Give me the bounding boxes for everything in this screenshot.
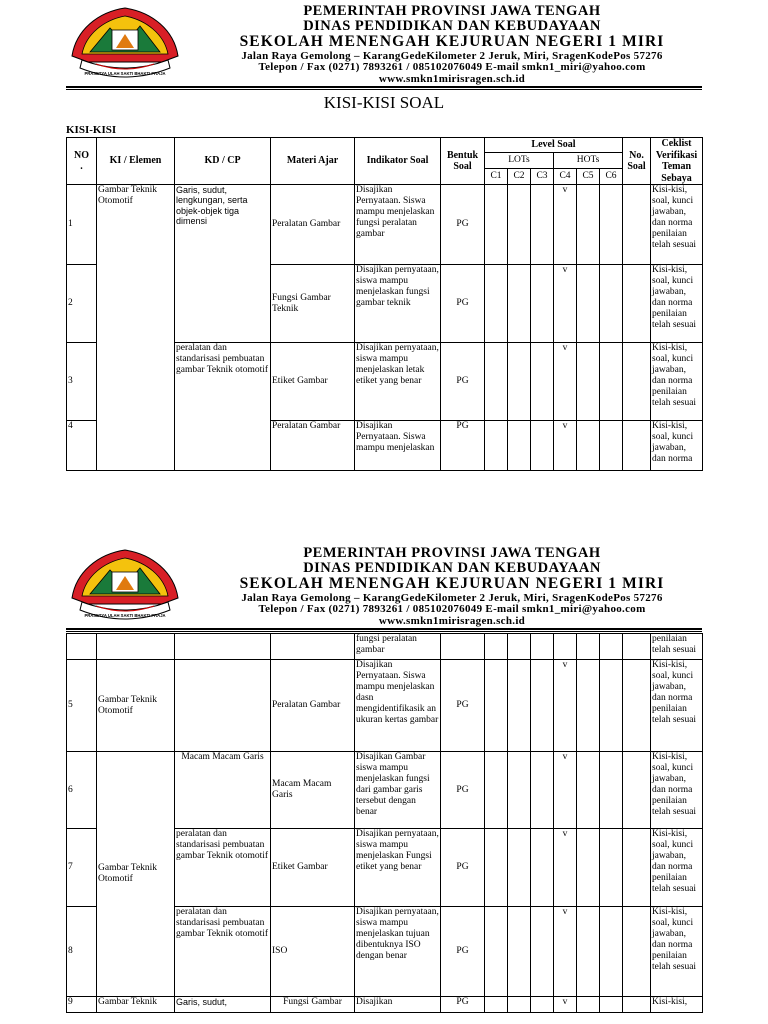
letterhead-website: www.smkn1mirisragen.sch.id (378, 614, 526, 627)
level-check-mark: v (554, 265, 577, 343)
col-ki: KI / Elemen (97, 138, 175, 185)
level-check-mark: v (554, 343, 577, 421)
indikator-cell: Disajikan pernyataan, siswa mampu menjelaskan fungsi gambar teknik (355, 265, 441, 343)
materi-cell (271, 634, 355, 660)
col-c6: C6 (600, 168, 623, 184)
row-number: 9 (67, 997, 97, 1013)
letterhead (66, 546, 702, 628)
indikator-cell: Disajikan Pernyataan. Siswa mampu menjelaskan fungsi peralatan gambar (355, 185, 441, 265)
letterhead-school-name: SEKOLAH MENENGAH KEJURUAN NEGERI 1 MIRI (239, 575, 665, 593)
page-title: KISI-KISI SOAL (323, 93, 445, 112)
bentuk-cell: PG (441, 421, 485, 471)
emblem-motto: PRASETYA ULAH SAKTI BHAKTI PRAJA (84, 613, 166, 618)
bentuk-cell: PG (441, 660, 485, 752)
province-emblem-icon (66, 4, 184, 84)
indikator-cell: Disajikan Pernyataan. Siswa mampu menjelaskan dasn mengidentifikasik an ukuran kertas gambar (355, 660, 441, 752)
letterhead-line-2: DINAS PENDIDIKAN DAN KEBUDAYAAN (303, 18, 601, 35)
indikator-cell: Disajikan Pernyataan. Siswa mampu menjelaskan (355, 421, 441, 471)
col-c1: C1 (485, 168, 508, 184)
kd-cell: Macam Macam Garis (175, 752, 271, 829)
col-c3: C3 (531, 168, 554, 184)
kd-cell: Garis, sudut, (175, 997, 271, 1013)
indikator-cell: fungsi peralatan gambar (355, 634, 441, 660)
col-kd: KD / CP (175, 138, 271, 185)
ceklist-cell: Kisi-kisi, soal, kunci jawaban, dan norma penilaian telah sesuai (651, 185, 703, 265)
document-page-2 (0, 540, 768, 1024)
bentuk-cell: PG (441, 265, 485, 343)
bentuk-cell (441, 634, 485, 660)
bentuk-cell: PG (441, 829, 485, 907)
letterhead-rule-thin (66, 89, 702, 90)
bentuk-cell: PG (441, 185, 485, 265)
col-c2: C2 (508, 168, 531, 184)
table-row (67, 752, 703, 829)
level-check-mark: v (554, 752, 577, 829)
level-check-mark: v (554, 421, 577, 471)
col-bentuk: Bentuk Soal (441, 138, 485, 185)
kd-cell: peralatan dan standarisasi pembuatan gambar Teknik otomotif (175, 829, 271, 907)
level-check-mark: v (554, 185, 577, 265)
bentuk-cell: PG (441, 907, 485, 997)
col-c5: C5 (577, 168, 600, 184)
materi-cell: Peralatan Gambar (271, 421, 355, 471)
letterhead-rule-thin (66, 631, 702, 632)
ceklist-cell: Kisi-kisi, (651, 997, 703, 1013)
emblem-motto: PRASETYA ULAH SAKTI BHAKTI PRAJA (84, 71, 166, 76)
letterhead-rule (66, 628, 702, 630)
level-check-mark: v (554, 829, 577, 907)
materi-cell: Macam Macam Garis (271, 752, 355, 829)
table-row (67, 997, 703, 1013)
row-number: 5 (67, 660, 97, 752)
letterhead (66, 4, 702, 86)
col-c4: C4 (554, 168, 577, 184)
col-indikator: Indikator Soal (355, 138, 441, 185)
ki-cell: Gambar Teknik Otomotif (97, 752, 175, 997)
ki-cell (97, 634, 175, 660)
row-number (67, 634, 97, 660)
indikator-cell: Disajikan pernyataan, siswa mampu menjelaskan letak etiket yang benar (355, 343, 441, 421)
letterhead-line-1: PEMERINTAH PROVINSI JAWA TENGAH (303, 545, 601, 561)
kd-cell (175, 660, 271, 752)
ki-cell: Gambar Teknik Otomotif (97, 185, 175, 471)
col-no-soal: No. Soal (623, 138, 651, 185)
kisi-kisi-table (66, 137, 703, 471)
letterhead-rule (66, 86, 702, 88)
ceklist-cell: Kisi-kisi, soal, kunci jawaban, dan norma penilaian telah sesuai (651, 343, 703, 421)
materi-cell: Peralatan Gambar (271, 185, 355, 265)
letterhead-address: Jalan Raya Gemolong – KarangGedeKilometer 2 Jeruk, Miri, SragenKodePos 57276 (241, 591, 663, 604)
letterhead-school-name: SEKOLAH MENENGAH KEJURUAN NEGERI 1 MIRI (239, 33, 665, 51)
row-number: 1 (67, 185, 97, 265)
letterhead-line-1: PEMERINTAH PROVINSI JAWA TENGAH (303, 3, 601, 19)
province-emblem-icon (66, 546, 184, 626)
col-ceklist: Ceklist Verifikasi Teman Sebaya (651, 138, 703, 185)
letterhead-address: Jalan Raya Gemolong – KarangGedeKilometer 2 Jeruk, Miri, SragenKodePos 57276 (241, 49, 663, 62)
materi-cell: Etiket Gambar (271, 829, 355, 907)
kd-cell: peralatan dan standarisasi pembuatan gambar Teknik otomotif (175, 343, 271, 471)
ceklist-cell: Kisi-kisi, soal, kunci jawaban, dan norma penilaian telah sesuai (651, 829, 703, 907)
ki-cell: Gambar Teknik Otomotif (97, 660, 175, 752)
table-row (67, 634, 703, 660)
ki-cell: Gambar Teknik (97, 997, 175, 1013)
materi-cell: Fungsi Gambar (271, 997, 355, 1013)
section-label: KISI-KISI (66, 124, 117, 136)
kd-cell: peralatan dan standarisasi pembuatan gambar Teknik otomotif (175, 907, 271, 997)
row-number: 6 (67, 752, 97, 829)
bentuk-cell: PG (441, 997, 485, 1013)
document-page-1 (0, 0, 768, 478)
letterhead-website: www.smkn1mirisragen.sch.id (378, 72, 526, 85)
indikator-cell: Disajikan Gambar siswa mampu menjelaskan fungsi dari gambar garis tersebut dengan benar (355, 752, 441, 829)
row-number: 2 (67, 265, 97, 343)
col-hots: HOTs (554, 153, 623, 168)
ceklist-cell: Kisi-kisi, soal, kunci jawaban, dan norma (651, 421, 703, 471)
letterhead-line-2: DINAS PENDIDIKAN DAN KEBUDAYAAN (303, 560, 601, 577)
table-row (67, 660, 703, 752)
materi-cell: Etiket Gambar (271, 343, 355, 421)
kisi-kisi-table-continued (66, 633, 703, 1013)
row-number: 3 (67, 343, 97, 421)
ceklist-cell: penilaian telah sesuai (651, 634, 703, 660)
indikator-cell: Disajikan pernyataan, siswa mampu menjelaskan Fungsi etiket yang benar (355, 829, 441, 907)
kd-cell: Garis, sudut, lengkungan, serta objek-objek tiga dimensi (175, 185, 271, 343)
level-check-mark: v (554, 997, 577, 1013)
letterhead-contact: Telepon / Fax (0271) 7893261 / 085102076049 E-mail smkn1_miri@yahoo.com (258, 61, 646, 74)
ceklist-cell: Kisi-kisi, soal, kunci jawaban, dan norma penilaian telah sesuai (651, 907, 703, 997)
bentuk-cell: PG (441, 752, 485, 829)
ceklist-cell: Kisi-kisi, soal, kunci jawaban, dan norma penilaian telah sesuai (651, 752, 703, 829)
materi-cell: Fungsi Gambar Teknik (271, 265, 355, 343)
ceklist-cell: Kisi-kisi, soal, kunci jawaban, dan norma penilaian telah sesuai (651, 265, 703, 343)
kd-cell (175, 634, 271, 660)
col-no: NO . (67, 138, 97, 185)
ceklist-cell: Kisi-kisi, soal, kunci jawaban, dan norma penilaian telah sesuai (651, 660, 703, 752)
row-number: 8 (67, 907, 97, 997)
col-materi: Materi Ajar (271, 138, 355, 185)
level-check-mark: v (554, 660, 577, 752)
col-level: Level Soal (485, 138, 623, 153)
indikator-cell: Disajikan (355, 997, 441, 1013)
materi-cell: ISO (271, 907, 355, 997)
materi-cell: Peralatan Gambar (271, 660, 355, 752)
bentuk-cell: PG (441, 343, 485, 421)
row-number: 4 (67, 421, 97, 471)
indikator-cell: Disajikan pernyataan, siswa mampu menjelaskan tujuan dibentuknya ISO dengan benar (355, 907, 441, 997)
row-number: 7 (67, 829, 97, 907)
col-lots: LOTs (485, 153, 554, 168)
level-check-mark: v (554, 907, 577, 997)
letterhead-contact: Telepon / Fax (0271) 7893261 / 085102076049 E-mail smkn1_miri@yahoo.com (258, 603, 646, 616)
table-row (67, 185, 703, 265)
